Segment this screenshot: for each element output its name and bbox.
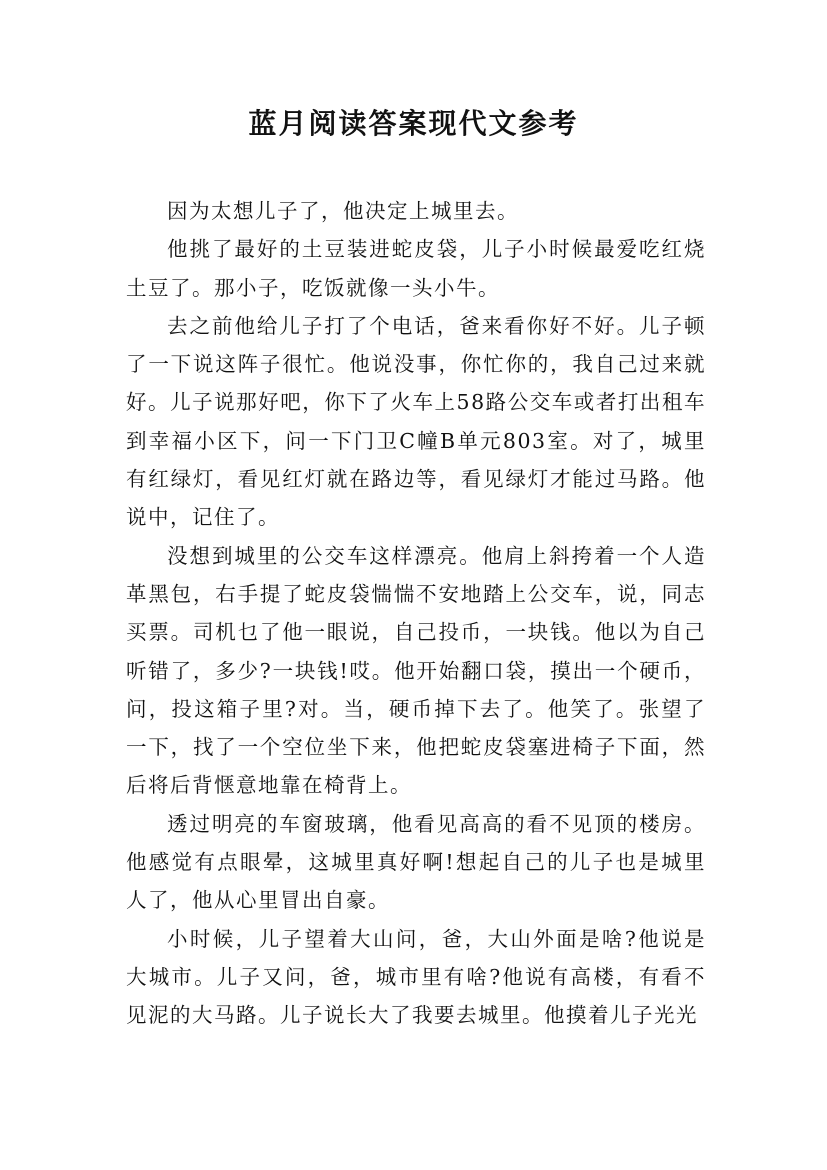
paragraph: 他挑了最好的土豆装进蛇皮袋，儿子小时候最爱吃红烧土豆了。那小子，吃饭就像一头小牛。 (126, 237, 706, 300)
paragraph: 因为太想儿子了，他决定上城里去。 (167, 199, 519, 223)
paragraph: 没想到城里的公交车这样漂亮。他肩上斜挎着一个人造革黑包，右手提了蛇皮袋惴惴不安地踏上公交车，说，同志买票。司机乜了他一眼说，自己投币，一块钱。他以为自己听错了，多少?一块钱!哎。他开始翻口袋，摸出一个硬币，问，投这箱子里?对。当，硬币掉下去了。他笑了。张望了一下，找了一个空位坐下来，他把蛇皮袋塞进椅子下面，然后将后背惬意地靠在椅背上。 (126, 543, 706, 798)
paragraph: 透过明亮的车窗玻璃，他看见高高的看不见顶的楼房。他感觉有点眼晕，这城里真好啊!想起自己的儿子也是城里人了，他从心里冒出自豪。 (126, 811, 706, 913)
document-body (126, 192, 706, 1035)
paragraph: 去之前他给儿子打了个电话，爸来看你好不好。儿子顿了一下说这阵子很忙。他说没事，你忙你的，我自己过来就好。儿子说那好吧，你下了火车上58路公交车或者打出租车到幸福小区下，问一下门卫C幢B单元803室。对了，城里有红绿灯，看见红灯就在路边等，看见绿灯才能过马路。他说中，记住了。 (126, 313, 706, 530)
paragraph: 小时候，儿子望着大山问，爸，大山外面是啥?他说是大城市。儿子又问，爸，城市里有啥?他说有高楼，有看不见泥的大马路。儿子说长大了我要去城里。他摸着儿子光光 (126, 926, 706, 1028)
document-title: 蓝月阅读答案现代文参考 (248, 107, 579, 140)
